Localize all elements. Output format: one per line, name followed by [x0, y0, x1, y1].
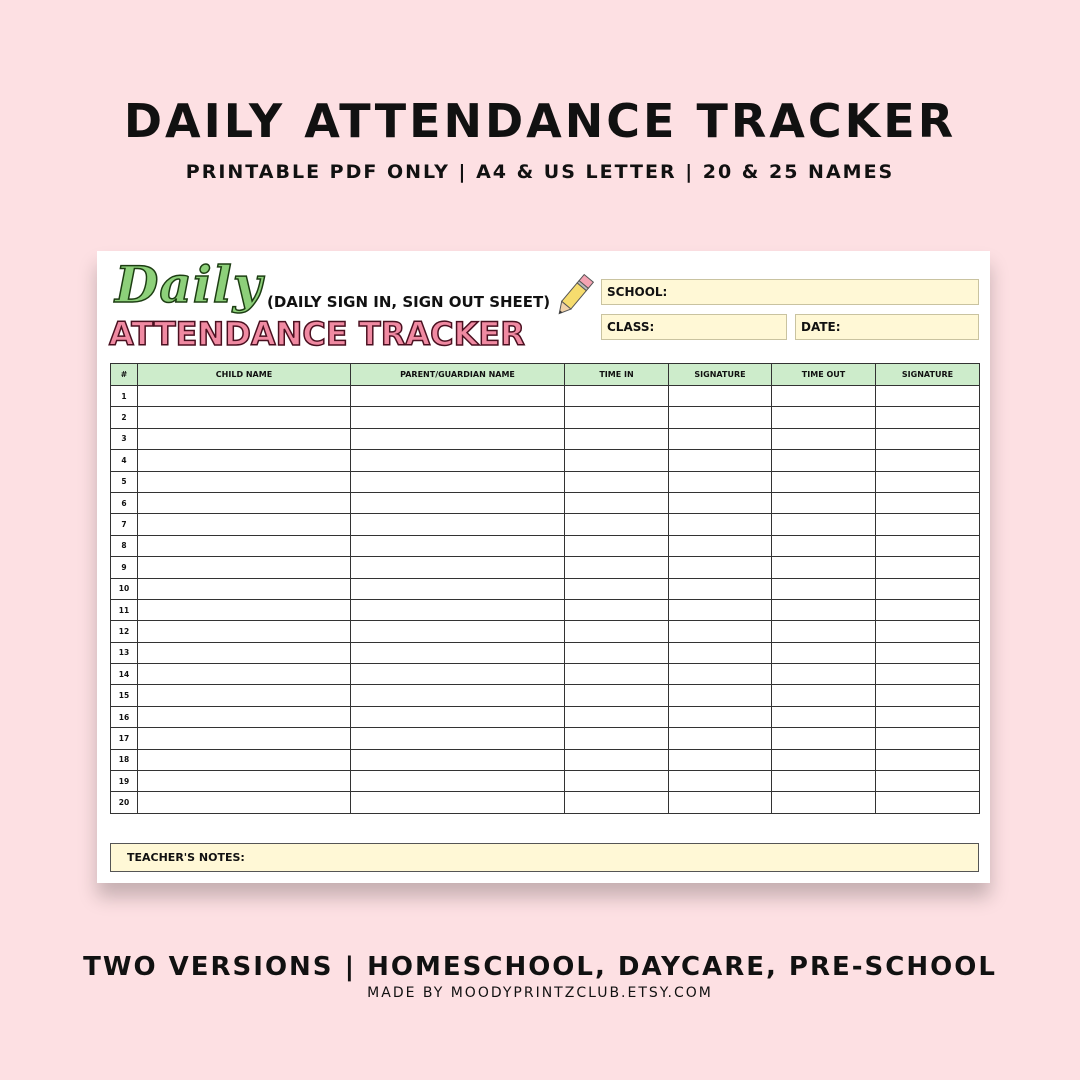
table-cell[interactable] — [876, 428, 980, 449]
table-cell[interactable] — [138, 428, 351, 449]
table-cell[interactable] — [351, 706, 565, 727]
table-cell[interactable] — [876, 728, 980, 749]
table-cell[interactable] — [351, 428, 565, 449]
table-cell[interactable] — [772, 578, 876, 599]
table-cell[interactable] — [351, 728, 565, 749]
table-cell[interactable] — [772, 771, 876, 792]
table-cell[interactable] — [876, 578, 980, 599]
table-cell[interactable] — [876, 535, 980, 556]
table-cell[interactable] — [876, 514, 980, 535]
table-cell[interactable] — [772, 514, 876, 535]
table-cell[interactable] — [351, 749, 565, 770]
table-row — [111, 535, 980, 556]
row-number: 1 — [111, 386, 138, 407]
row-number: 3 — [111, 428, 138, 449]
table-row — [111, 728, 980, 749]
table-cell[interactable] — [138, 706, 351, 727]
table-row — [111, 749, 980, 770]
teacher-notes-label: TEACHER'S NOTES: — [127, 851, 245, 864]
table-cell[interactable] — [772, 557, 876, 578]
column-header: CHILD NAME — [138, 364, 351, 386]
table-cell[interactable] — [138, 664, 351, 685]
table-row — [111, 642, 980, 663]
attendance-table — [110, 363, 980, 814]
row-number: 6 — [111, 492, 138, 513]
table-cell[interactable] — [772, 706, 876, 727]
table-row — [111, 514, 980, 535]
table-cell[interactable] — [351, 664, 565, 685]
table-cell[interactable] — [138, 450, 351, 471]
table-cell[interactable] — [351, 642, 565, 663]
table-cell[interactable] — [669, 407, 772, 428]
column-header: SIGNATURE — [669, 364, 772, 386]
table-cell[interactable] — [138, 621, 351, 642]
table-cell[interactable] — [351, 621, 565, 642]
table-cell[interactable] — [876, 450, 980, 471]
table-cell[interactable] — [565, 386, 669, 407]
row-number: 14 — [111, 664, 138, 685]
table-cell[interactable] — [351, 386, 565, 407]
logo-script-text: Daily — [115, 255, 263, 314]
table-cell[interactable] — [351, 535, 565, 556]
table-cell[interactable] — [876, 642, 980, 663]
table-cell[interactable] — [876, 664, 980, 685]
row-number: 4 — [111, 450, 138, 471]
table-cell[interactable] — [669, 599, 772, 620]
row-number: 18 — [111, 749, 138, 770]
row-number: 7 — [111, 514, 138, 535]
table-cell[interactable] — [772, 599, 876, 620]
table-cell[interactable] — [138, 749, 351, 770]
row-number: 17 — [111, 728, 138, 749]
table-cell[interactable] — [876, 557, 980, 578]
table-cell[interactable] — [351, 407, 565, 428]
table-cell[interactable] — [669, 664, 772, 685]
table-row — [111, 386, 980, 407]
table-row — [111, 578, 980, 599]
row-number: 16 — [111, 706, 138, 727]
table-cell[interactable] — [669, 492, 772, 513]
table-cell[interactable] — [351, 492, 565, 513]
table-cell[interactable] — [876, 792, 980, 813]
table-cell[interactable] — [138, 492, 351, 513]
table-cell[interactable] — [565, 621, 669, 642]
table-cell[interactable] — [669, 685, 772, 706]
table-cell[interactable] — [565, 792, 669, 813]
table-cell[interactable] — [138, 599, 351, 620]
school-field[interactable] — [601, 279, 979, 305]
table-cell[interactable] — [876, 599, 980, 620]
table-cell[interactable] — [565, 428, 669, 449]
class-label: CLASS: — [607, 320, 655, 334]
table-cell[interactable] — [565, 514, 669, 535]
row-number: 2 — [111, 407, 138, 428]
table-cell[interactable] — [669, 450, 772, 471]
page-title: DAILY ATTENDANCE TRACKER — [123, 94, 957, 148]
table-cell[interactable] — [565, 407, 669, 428]
table-cell[interactable] — [351, 578, 565, 599]
table-cell[interactable] — [565, 685, 669, 706]
table-cell[interactable] — [876, 749, 980, 770]
table-cell[interactable] — [138, 728, 351, 749]
table-cell[interactable] — [772, 792, 876, 813]
table-cell[interactable] — [772, 642, 876, 663]
row-number: 8 — [111, 535, 138, 556]
table-row — [111, 621, 980, 642]
table-cell[interactable] — [669, 514, 772, 535]
table-row — [111, 492, 980, 513]
table-cell[interactable] — [772, 471, 876, 492]
table-cell[interactable] — [876, 471, 980, 492]
table-row — [111, 471, 980, 492]
table-header-row — [111, 364, 980, 386]
row-number: 5 — [111, 471, 138, 492]
table-row — [111, 664, 980, 685]
table-cell[interactable] — [565, 664, 669, 685]
table-cell[interactable] — [876, 771, 980, 792]
table-cell[interactable] — [565, 450, 669, 471]
table-cell[interactable] — [351, 471, 565, 492]
table-cell[interactable] — [772, 492, 876, 513]
column-header: SIGNATURE — [876, 364, 980, 386]
date-label: DATE: — [801, 320, 841, 334]
row-number: 19 — [111, 771, 138, 792]
table-cell[interactable] — [138, 578, 351, 599]
table-cell[interactable] — [351, 599, 565, 620]
column-header: TIME OUT — [772, 364, 876, 386]
table-cell[interactable] — [669, 428, 772, 449]
table-cell[interactable] — [351, 771, 565, 792]
page-subtitle: PRINTABLE PDF ONLY | A4 & US LETTER | 20 & 25 NAMES — [185, 161, 895, 183]
date-field[interactable] — [795, 314, 979, 340]
table-cell[interactable] — [351, 450, 565, 471]
table-cell[interactable] — [565, 771, 669, 792]
table-cell[interactable] — [669, 771, 772, 792]
table-row — [111, 706, 980, 727]
logo-main-text: ATTENDANCE TRACKER — [109, 315, 525, 353]
table-cell[interactable] — [876, 621, 980, 642]
table-cell[interactable] — [138, 535, 351, 556]
table-cell[interactable] — [351, 557, 565, 578]
table-cell[interactable] — [772, 407, 876, 428]
table-cell[interactable] — [772, 728, 876, 749]
table-cell[interactable] — [565, 578, 669, 599]
table-cell[interactable] — [565, 492, 669, 513]
row-number: 11 — [111, 599, 138, 620]
table-cell[interactable] — [669, 792, 772, 813]
table-cell[interactable] — [772, 428, 876, 449]
footer-credit: MADE BY MOODYPRINTZCLUB.ETSY.COM — [367, 985, 713, 1001]
logo-subtitle: (DAILY SIGN IN, SIGN OUT SHEET) — [267, 293, 551, 311]
row-number: 15 — [111, 685, 138, 706]
table-cell[interactable] — [669, 706, 772, 727]
table-row — [111, 450, 980, 471]
table-cell[interactable] — [772, 535, 876, 556]
row-number: 9 — [111, 557, 138, 578]
table-cell[interactable] — [138, 471, 351, 492]
table-row — [111, 792, 980, 813]
table-cell[interactable] — [772, 621, 876, 642]
table-cell[interactable] — [138, 792, 351, 813]
table-cell[interactable] — [351, 792, 565, 813]
table-cell[interactable] — [669, 578, 772, 599]
pencil-icon — [551, 271, 597, 321]
table-cell[interactable] — [565, 471, 669, 492]
table-row — [111, 685, 980, 706]
table-row — [111, 428, 980, 449]
table-row — [111, 407, 980, 428]
teacher-notes-field[interactable] — [110, 843, 979, 872]
table-cell[interactable] — [669, 749, 772, 770]
class-field[interactable] — [601, 314, 787, 340]
table-cell[interactable] — [565, 557, 669, 578]
table-cell[interactable] — [669, 557, 772, 578]
table-cell[interactable] — [772, 450, 876, 471]
table-cell[interactable] — [351, 514, 565, 535]
sheet-logo — [107, 255, 587, 353]
table-cell[interactable] — [138, 771, 351, 792]
table-cell[interactable] — [138, 685, 351, 706]
school-label: SCHOOL: — [607, 285, 668, 299]
table-cell[interactable] — [772, 749, 876, 770]
table-cell[interactable] — [876, 685, 980, 706]
footer-versions: TWO VERSIONS | HOMESCHOOL, DAYCARE, PRE-SCHOOL — [83, 952, 997, 982]
row-number: 12 — [111, 621, 138, 642]
table-cell[interactable] — [669, 728, 772, 749]
table-row — [111, 771, 980, 792]
table-cell[interactable] — [772, 664, 876, 685]
table-cell[interactable] — [669, 386, 772, 407]
table-cell[interactable] — [669, 642, 772, 663]
table-cell[interactable] — [565, 728, 669, 749]
attendance-sheet — [97, 251, 990, 883]
table-cell[interactable] — [669, 535, 772, 556]
table-cell[interactable] — [565, 642, 669, 663]
table-cell[interactable] — [876, 706, 980, 727]
row-number: 13 — [111, 642, 138, 663]
column-header: # — [111, 364, 138, 386]
table-body — [111, 386, 980, 814]
table-cell[interactable] — [565, 706, 669, 727]
table-cell[interactable] — [772, 685, 876, 706]
table-cell[interactable] — [351, 685, 565, 706]
column-header: PARENT/GUARDIAN NAME — [351, 364, 565, 386]
table-row — [111, 599, 980, 620]
row-number: 10 — [111, 578, 138, 599]
table-cell[interactable] — [138, 386, 351, 407]
table-cell[interactable] — [876, 386, 980, 407]
table-cell[interactable] — [876, 407, 980, 428]
column-header: TIME IN — [565, 364, 669, 386]
table-cell[interactable] — [138, 557, 351, 578]
table-cell[interactable] — [669, 621, 772, 642]
table-cell[interactable] — [565, 749, 669, 770]
table-cell[interactable] — [669, 471, 772, 492]
table-row — [111, 557, 980, 578]
table-cell[interactable] — [565, 535, 669, 556]
row-number: 20 — [111, 792, 138, 813]
table-cell[interactable] — [772, 386, 876, 407]
table-cell[interactable] — [138, 642, 351, 663]
table-cell[interactable] — [138, 407, 351, 428]
table-cell[interactable] — [138, 514, 351, 535]
table-cell[interactable] — [565, 599, 669, 620]
table-cell[interactable] — [876, 492, 980, 513]
